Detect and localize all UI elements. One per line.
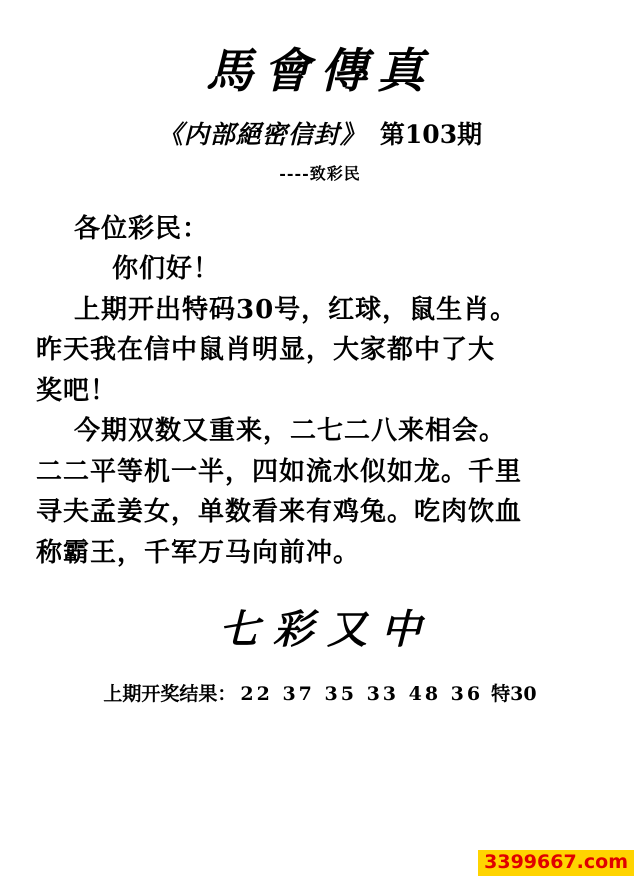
- dedication-line: ----致彩民: [279, 164, 361, 183]
- paragraph-line-6: 寻夫孟姜女，单数看来有鸡兔。吃肉饮血: [36, 497, 523, 528]
- results-special-label: 特: [491, 683, 511, 706]
- issue-number: 第103期: [379, 120, 483, 149]
- subtitle-text: 《内部絕密信封》: [157, 120, 366, 149]
- paragraph-line-3: 奖吧！: [36, 375, 118, 406]
- results-label: 上期开奖结果：: [103, 683, 237, 706]
- paragraph-line-5: 二二平等机一半，四如流水似如龙。千里: [36, 456, 523, 487]
- site-watermark: 3399667.com: [478, 850, 634, 876]
- paragraph-line-7: 称霸王，千军万马向前冲。: [36, 537, 361, 568]
- greeting-line-1: 各位彩民：: [74, 214, 210, 244]
- paragraph-line-2: 昨天我在信中鼠肖明显，大家都中了大: [36, 335, 496, 366]
- paragraph-line-4: 今期双数又重来，二七二八来相会。: [74, 416, 507, 447]
- results-numbers: 22 37 35 33 48 36: [240, 683, 484, 706]
- previous-draw-results: [0, 679, 640, 706]
- greeting-line-2: 你们好！: [112, 254, 221, 285]
- subtitle-row: [0, 115, 640, 151]
- paragraph-line-1: 上期开出特码30号，红球，鼠生肖。: [74, 294, 518, 325]
- slogan: 七彩又中: [219, 606, 435, 654]
- body-text: [36, 210, 604, 572]
- results-special-number: 30: [510, 683, 537, 706]
- document-page: [0, 34, 640, 882]
- page-title: 馬會傳真: [206, 44, 434, 99]
